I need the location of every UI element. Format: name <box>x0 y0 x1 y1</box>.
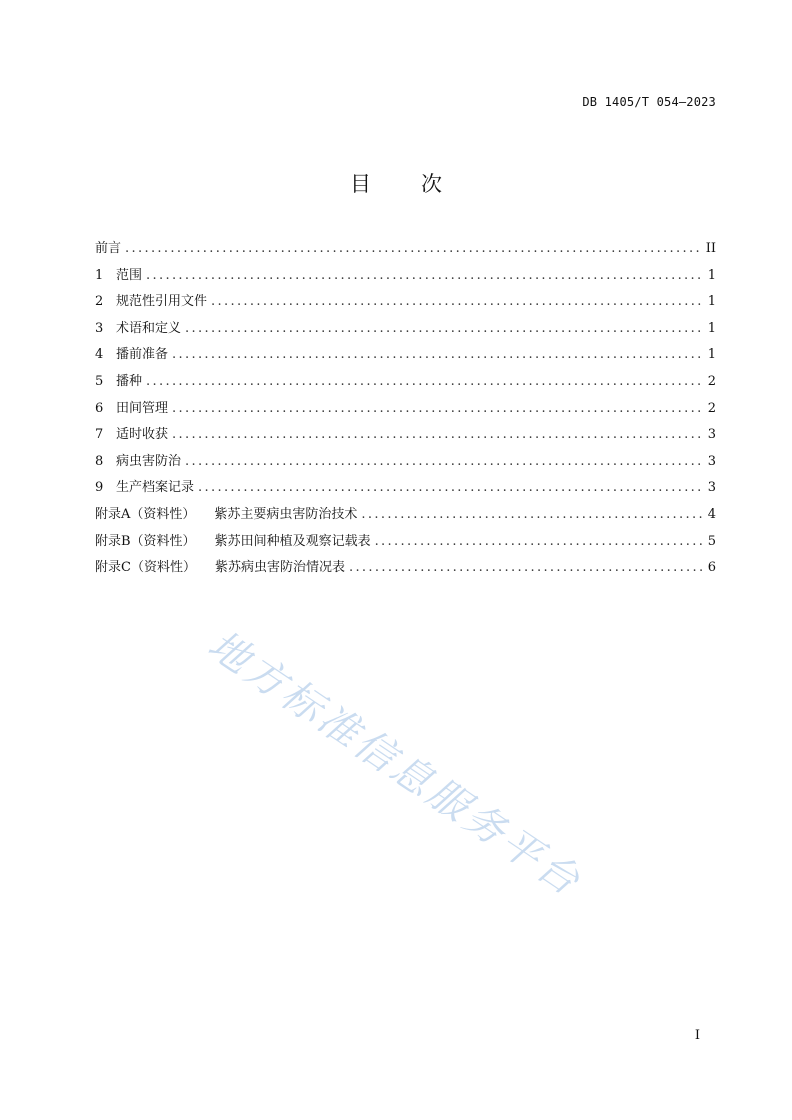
appendix-label: 附录B（资料性） <box>95 533 196 549</box>
watermark: 地方标准信息服务平台 <box>199 621 591 907</box>
toc-leader-dots <box>211 289 702 316</box>
toc-leader-dots <box>198 475 702 502</box>
toc-entry-label: 前言 <box>95 241 122 256</box>
toc-entry-page: 2 <box>707 400 716 416</box>
toc-entry-label: 术语和定义 <box>116 320 182 336</box>
toc-entry-number: 5 <box>95 373 104 389</box>
toc-leader-dots <box>172 342 702 369</box>
toc-entry-label: 病虫害防治 <box>116 453 182 469</box>
toc-entry-label: 规范性引用文件 <box>116 294 208 310</box>
toc-entry-label: 生产档案记录 <box>116 480 195 496</box>
toc-entry-2[interactable] <box>95 289 716 316</box>
toc-entry-number: 7 <box>95 427 104 443</box>
toc-entry-6[interactable] <box>95 396 716 423</box>
toc-leader-dots <box>185 449 702 476</box>
toc-entry-5[interactable] <box>95 369 716 396</box>
toc-leader-dots <box>349 555 702 582</box>
appendix-title: 紫苏田间种植及观察记载表 <box>214 533 371 549</box>
toc-entry-page: 1 <box>707 267 716 283</box>
document-number: DB 1405/T 054—2023 <box>582 95 716 109</box>
toc-entry-label: 适时收获 <box>116 427 169 443</box>
toc-entry-page: 3 <box>707 480 716 496</box>
toc-leader-dots <box>146 263 702 290</box>
toc-entry-9[interactable] <box>95 475 716 502</box>
appendix-title: 紫苏主要病虫害防治技术 <box>214 506 358 522</box>
appendix-title: 紫苏病虫害防治情况表 <box>214 560 345 576</box>
toc-entry-4[interactable] <box>95 342 716 369</box>
toc-entry-label: 田间管理 <box>116 400 169 416</box>
toc-entry-page: 4 <box>707 506 716 522</box>
toc-entry-foreword[interactable] <box>95 236 716 263</box>
toc-leader-dots <box>375 529 702 556</box>
toc-entry-number: 3 <box>95 320 104 336</box>
toc-entry-page: II <box>705 241 716 256</box>
toc-entry-number: 1 <box>95 267 104 283</box>
toc-entry-appendix-c[interactable] <box>95 555 716 582</box>
toc-entry-label: 播种 <box>116 373 143 389</box>
toc-entry-page: 2 <box>707 373 716 389</box>
toc-leader-dots <box>361 502 701 529</box>
toc-entry-number: 8 <box>95 453 104 469</box>
toc-entry-page: 3 <box>707 427 716 443</box>
toc-entry-page: 1 <box>707 347 716 363</box>
toc-entry-label: 范围 <box>116 267 143 283</box>
toc-entry-7[interactable] <box>95 422 716 449</box>
appendix-label: 附录C（资料性） <box>95 560 196 576</box>
toc-entry-appendix-a[interactable] <box>95 502 716 529</box>
toc-entry-3[interactable] <box>95 316 716 343</box>
toc-leader-dots <box>172 396 702 423</box>
toc-leader-dots <box>185 316 702 343</box>
toc-entry-page: 3 <box>707 453 716 469</box>
toc-entry-number: 4 <box>95 347 104 363</box>
toc-entry-page: 1 <box>707 320 716 336</box>
table-of-contents <box>95 236 716 582</box>
toc-entry-8[interactable] <box>95 449 716 476</box>
page-title: 目次 <box>350 172 492 196</box>
toc-entry-page: 6 <box>707 560 716 576</box>
toc-entry-number: 2 <box>95 294 104 310</box>
page-number: I <box>694 1028 700 1043</box>
toc-entry-page: 5 <box>707 533 716 549</box>
toc-leader-dots <box>146 369 702 396</box>
toc-entry-appendix-b[interactable] <box>95 529 716 556</box>
toc-entry-page: 1 <box>707 294 716 310</box>
toc-entry-number: 9 <box>95 480 104 496</box>
toc-leader-dots <box>172 422 702 449</box>
appendix-label: 附录A（资料性） <box>95 506 196 522</box>
toc-leader-dots <box>125 236 700 263</box>
toc-entry-1[interactable] <box>95 263 716 290</box>
toc-entry-number: 6 <box>95 400 104 416</box>
toc-entry-label: 播前准备 <box>116 347 169 363</box>
